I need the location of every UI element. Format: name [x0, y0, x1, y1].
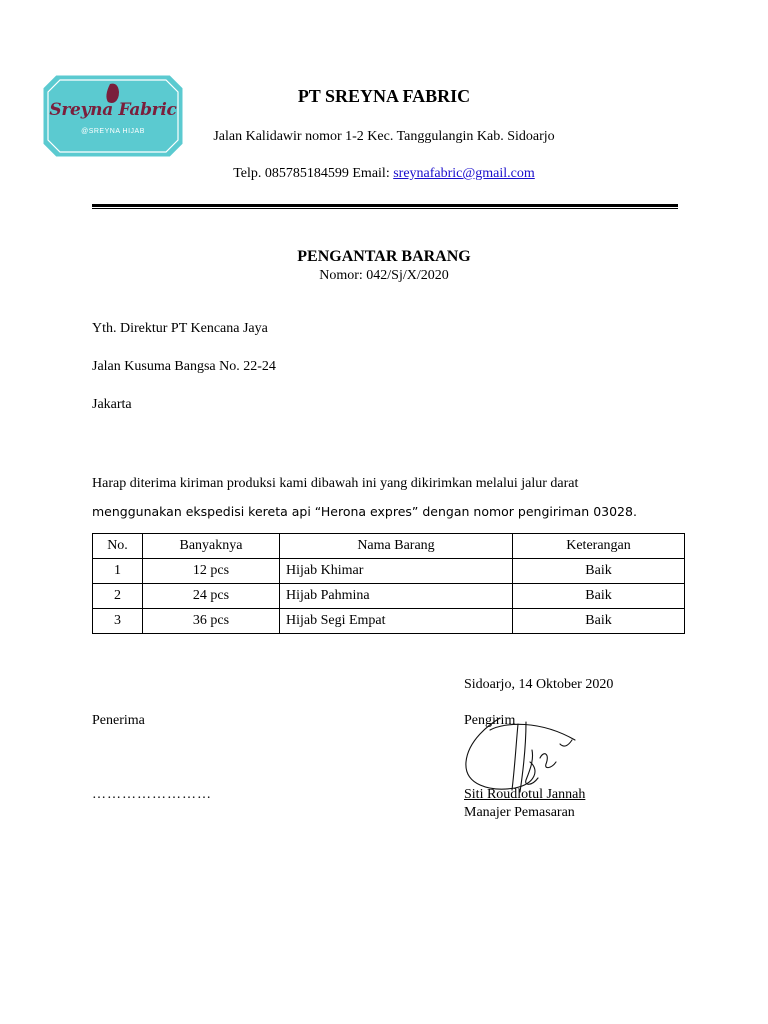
- company-name: PT SREYNA FABRIC: [297, 86, 471, 106]
- table-cell: Hijab Segi Empat: [280, 609, 513, 634]
- document-title: PENGANTAR BARANG: [297, 248, 471, 265]
- table-row: [93, 609, 685, 634]
- table-cell: Hijab Khimar: [280, 559, 513, 584]
- table-header-cell: Keterangan: [513, 534, 685, 559]
- logo-handle-text: @SREYNA HIJAB: [81, 128, 145, 135]
- contact-phone: Telp. 085785184599 Email:: [233, 166, 394, 181]
- body-paragraph-line1: Harap diterima kiriman produksi kami dibawah ini yang dikirimkan melalui jalur darat: [92, 476, 579, 491]
- logo-brand-text: Sreyna Fabric: [49, 100, 177, 120]
- table-header-row: [93, 534, 685, 559]
- recipient-name: Yth. Direktur PT Kencana Jaya: [92, 321, 268, 336]
- table-cell: 1: [93, 559, 143, 584]
- recipient-address: Jalan Kusuma Bangsa No. 22-24: [92, 359, 276, 374]
- table-cell: Hijab Pahmina: [280, 584, 513, 609]
- place-date: Sidoarjo, 14 Oktober 2020: [464, 677, 614, 692]
- handwritten-signature: [460, 710, 585, 805]
- table-cell: 12 pcs: [143, 559, 280, 584]
- items-table: [92, 533, 685, 634]
- table-cell: 3: [93, 609, 143, 634]
- body-paragraph-line2: menggunakan ekspedisi kereta api “Herona expres” dengan nomor pengiriman 03028.: [92, 504, 637, 519]
- table-cell: Baik: [513, 609, 685, 634]
- table-row: [93, 584, 685, 609]
- table-cell: 24 pcs: [143, 584, 280, 609]
- sender-title: Manajer Pemasaran: [464, 805, 575, 820]
- sender-name: Siti Roudlotul Jannah: [464, 787, 586, 802]
- company-contact: [0, 166, 768, 182]
- sender-label: Pengirim: [464, 713, 516, 728]
- document-number: Nomor: 042/Sj/X/2020: [319, 268, 449, 283]
- email-link[interactable]: sreynafabric@gmail.com: [393, 166, 535, 181]
- table-cell: 2: [93, 584, 143, 609]
- table-cell: Baik: [513, 584, 685, 609]
- recipient-city: Jakarta: [92, 397, 132, 412]
- receiver-signature-line: ……………………: [92, 787, 212, 802]
- body-paragraph: [92, 470, 675, 527]
- header-divider-thin: [92, 208, 678, 209]
- table-row: [93, 559, 685, 584]
- table-header-cell: No.: [93, 534, 143, 559]
- table-cell: 36 pcs: [143, 609, 280, 634]
- receiver-label: Penerima: [92, 713, 145, 728]
- company-address: Jalan Kalidawir nomor 1-2 Kec. Tanggulangin Kab. Sidoarjo: [213, 129, 555, 144]
- header-divider-thick: [92, 204, 678, 207]
- table-header-cell: Nama Barang: [280, 534, 513, 559]
- table-header-cell: Banyaknya: [143, 534, 280, 559]
- table-cell: Baik: [513, 559, 685, 584]
